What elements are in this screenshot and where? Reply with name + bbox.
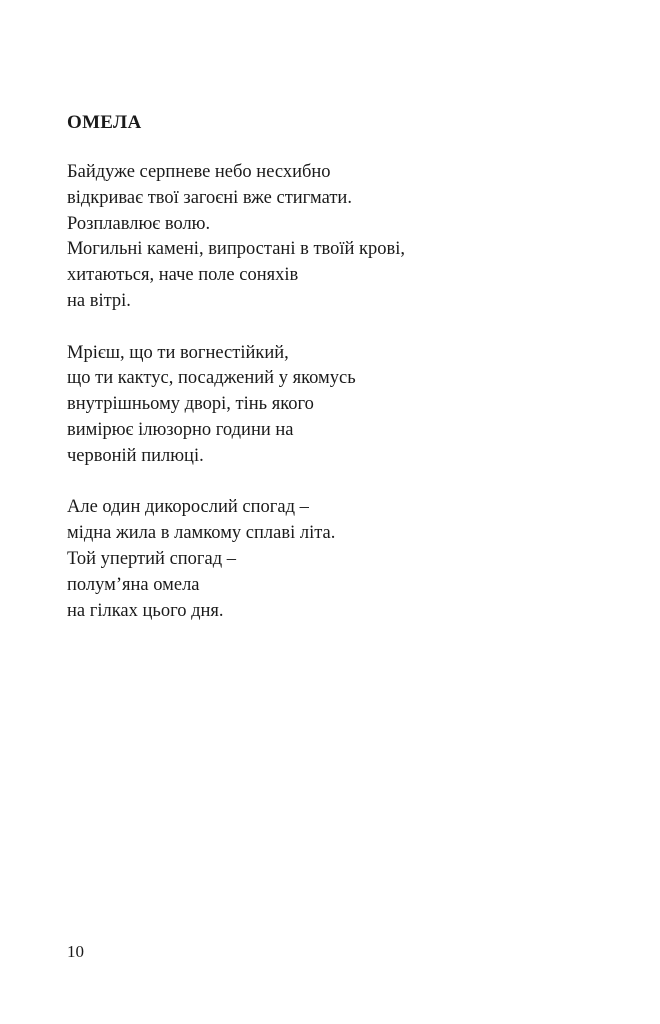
poem-body — [67, 160, 627, 650]
poem-line: вимірює ілюзорно години на — [67, 419, 294, 440]
poem-line: на гілках цього дня. — [67, 600, 224, 621]
poem-line: Той упертий спогад – — [67, 548, 237, 569]
poem-line: мідна жила в ламкому сплаві літа. — [67, 523, 336, 544]
poem-line: полум’яна омела — [67, 574, 200, 595]
poem-line: Байдуже серпневе небо несхибно — [67, 162, 331, 182]
page-number: 10 — [67, 942, 84, 961]
poem-line: хитаються, наче поле соняхів — [67, 265, 299, 286]
poem-line: внутрішньому дворі, тінь якого — [67, 394, 314, 415]
poem-line: Могильні камені, випростані в твоїй крові, — [67, 239, 406, 260]
poem-line: на вітрі. — [67, 290, 131, 311]
poem-line: Але один дикорослий спогад – — [67, 497, 309, 518]
poem-line: відкриває твої загоєні вже стигмати. — [67, 187, 352, 208]
poem-line: Розплавлює волю. — [67, 213, 211, 234]
stanza — [67, 160, 627, 315]
stanza — [67, 495, 627, 624]
poem-title: ОМЕЛА — [67, 112, 142, 133]
poem-line: Мрієш, що ти вогнестійкий, — [67, 342, 289, 363]
poem-line: червоній пилюці. — [67, 445, 204, 466]
poem-line: що ти кактус, посаджений у якомусь — [67, 368, 356, 389]
stanza — [67, 341, 627, 470]
